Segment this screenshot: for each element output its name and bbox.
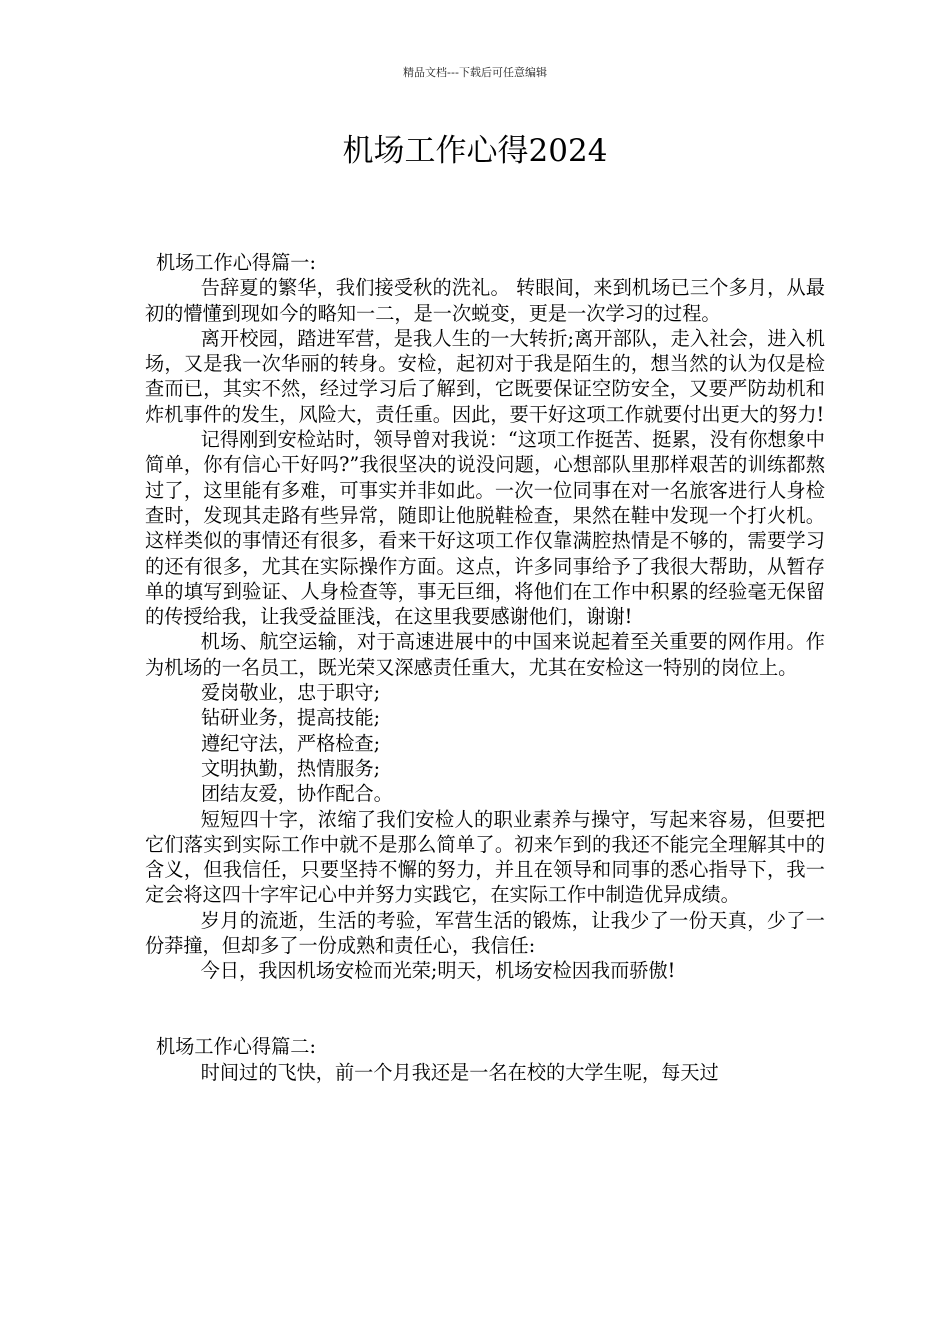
motto-line: 团结友爱，协作配合。 [201,782,393,806]
section-heading-1: 机场工作心得篇一: [156,251,316,274]
paragraph: 短短四十字，浓缩了我们安检人的职业素养与操守，写起来容易，但要把它们落实到实际工作中就不是那么简单了。初来乍到的我还不能完全理解其中的含义，但我信任，只要坚持不懈的努力，并且在领导和同事的悉心指导下，我一定会将这四十字牢记心中并努力实践它，在实际工作中制造优异成绩。 [145,807,825,907]
motto-line: 爱岗敬业，忠于职守; [201,681,381,705]
paragraph: 记得刚到安检站时，领导曾对我说：“这项工作挺苦、挺累，没有你想象中简单，你有信心干好吗?”我很坚决的说没问题，心想部队里那样艰苦的训练都熬过了，这里能有多难，可事实并非如此。一次一位同事在对一名旅客进行人身检查时，发现其走路有些异常，随即让他脱鞋检查，果然在鞋中发现一个打火机。这样类似的事情还有很多，看来干好这项工作仅靠满腔热情是不够的，需要学习的还有很多，尤其在实际操作方面。这点，许多同事给予了我很大帮助，从暂存单的填写到验证、人身检查等，事无巨细，将他们在工作中积累的经验毫无保留的传授给我，让我受益匪浅，在这里我要感谢他们，谢谢! [145,428,825,629]
section-spacer [145,984,825,1035]
paragraph: 时间过的飞快，前一个月我还是一名在校的大学生呢，每天过 [200,1060,719,1084]
section-heading-2: 机场工作心得篇二: [156,1035,316,1059]
motto-line: 文明执勤，热情服务; [201,756,381,780]
paragraph: 机场、航空运输，对于高速进展中的中国来说起着至关重要的网作用。作为机场的一名员工，既光荣又深感责任重大，尤其在安检这一特别的岗位上。 [145,630,825,679]
motto-line: 遵纪守法，严格检查; [201,731,381,755]
motto-line: 钻研业务，提高技能; [201,706,381,730]
paragraph: 岁月的流逝，生活的考验，军营生活的锻炼，让我少了一份天真，少了一份莽撞，但却多了一份成熟和责任心，我信任: [145,908,825,958]
paragraph: 告辞夏的繁华，我们接受秋的洗礼。 转眼间，来到机场已三个多月，从最初的懵懂到现如今的略知一二，是一次蜕变，更是一次学习的过程。 [145,276,825,325]
document-title: 机场工作心得2024 [342,133,608,169]
paragraph: 今日，我因机场安检而光荣;明天，机场安检因我而骄傲! [200,959,676,983]
paragraph: 离开校园，踏进军营，是我人生的一大转折;离开部队，走入社会，进入机场，又是我一次华丽的转身。安检，起初对于我是陌生的，想当然的认为仅是检查而已，其实不然，经过学习后了解到，它既要保证空防安全，又要严防劫机和炸机事件的发生，风险大，责任重。因此，要干好这项工作就要付出更大的努力! [145,326,825,426]
document-body [145,250,825,1085]
page-header: 精品文档---下载后可任意编辑 [403,66,547,79]
